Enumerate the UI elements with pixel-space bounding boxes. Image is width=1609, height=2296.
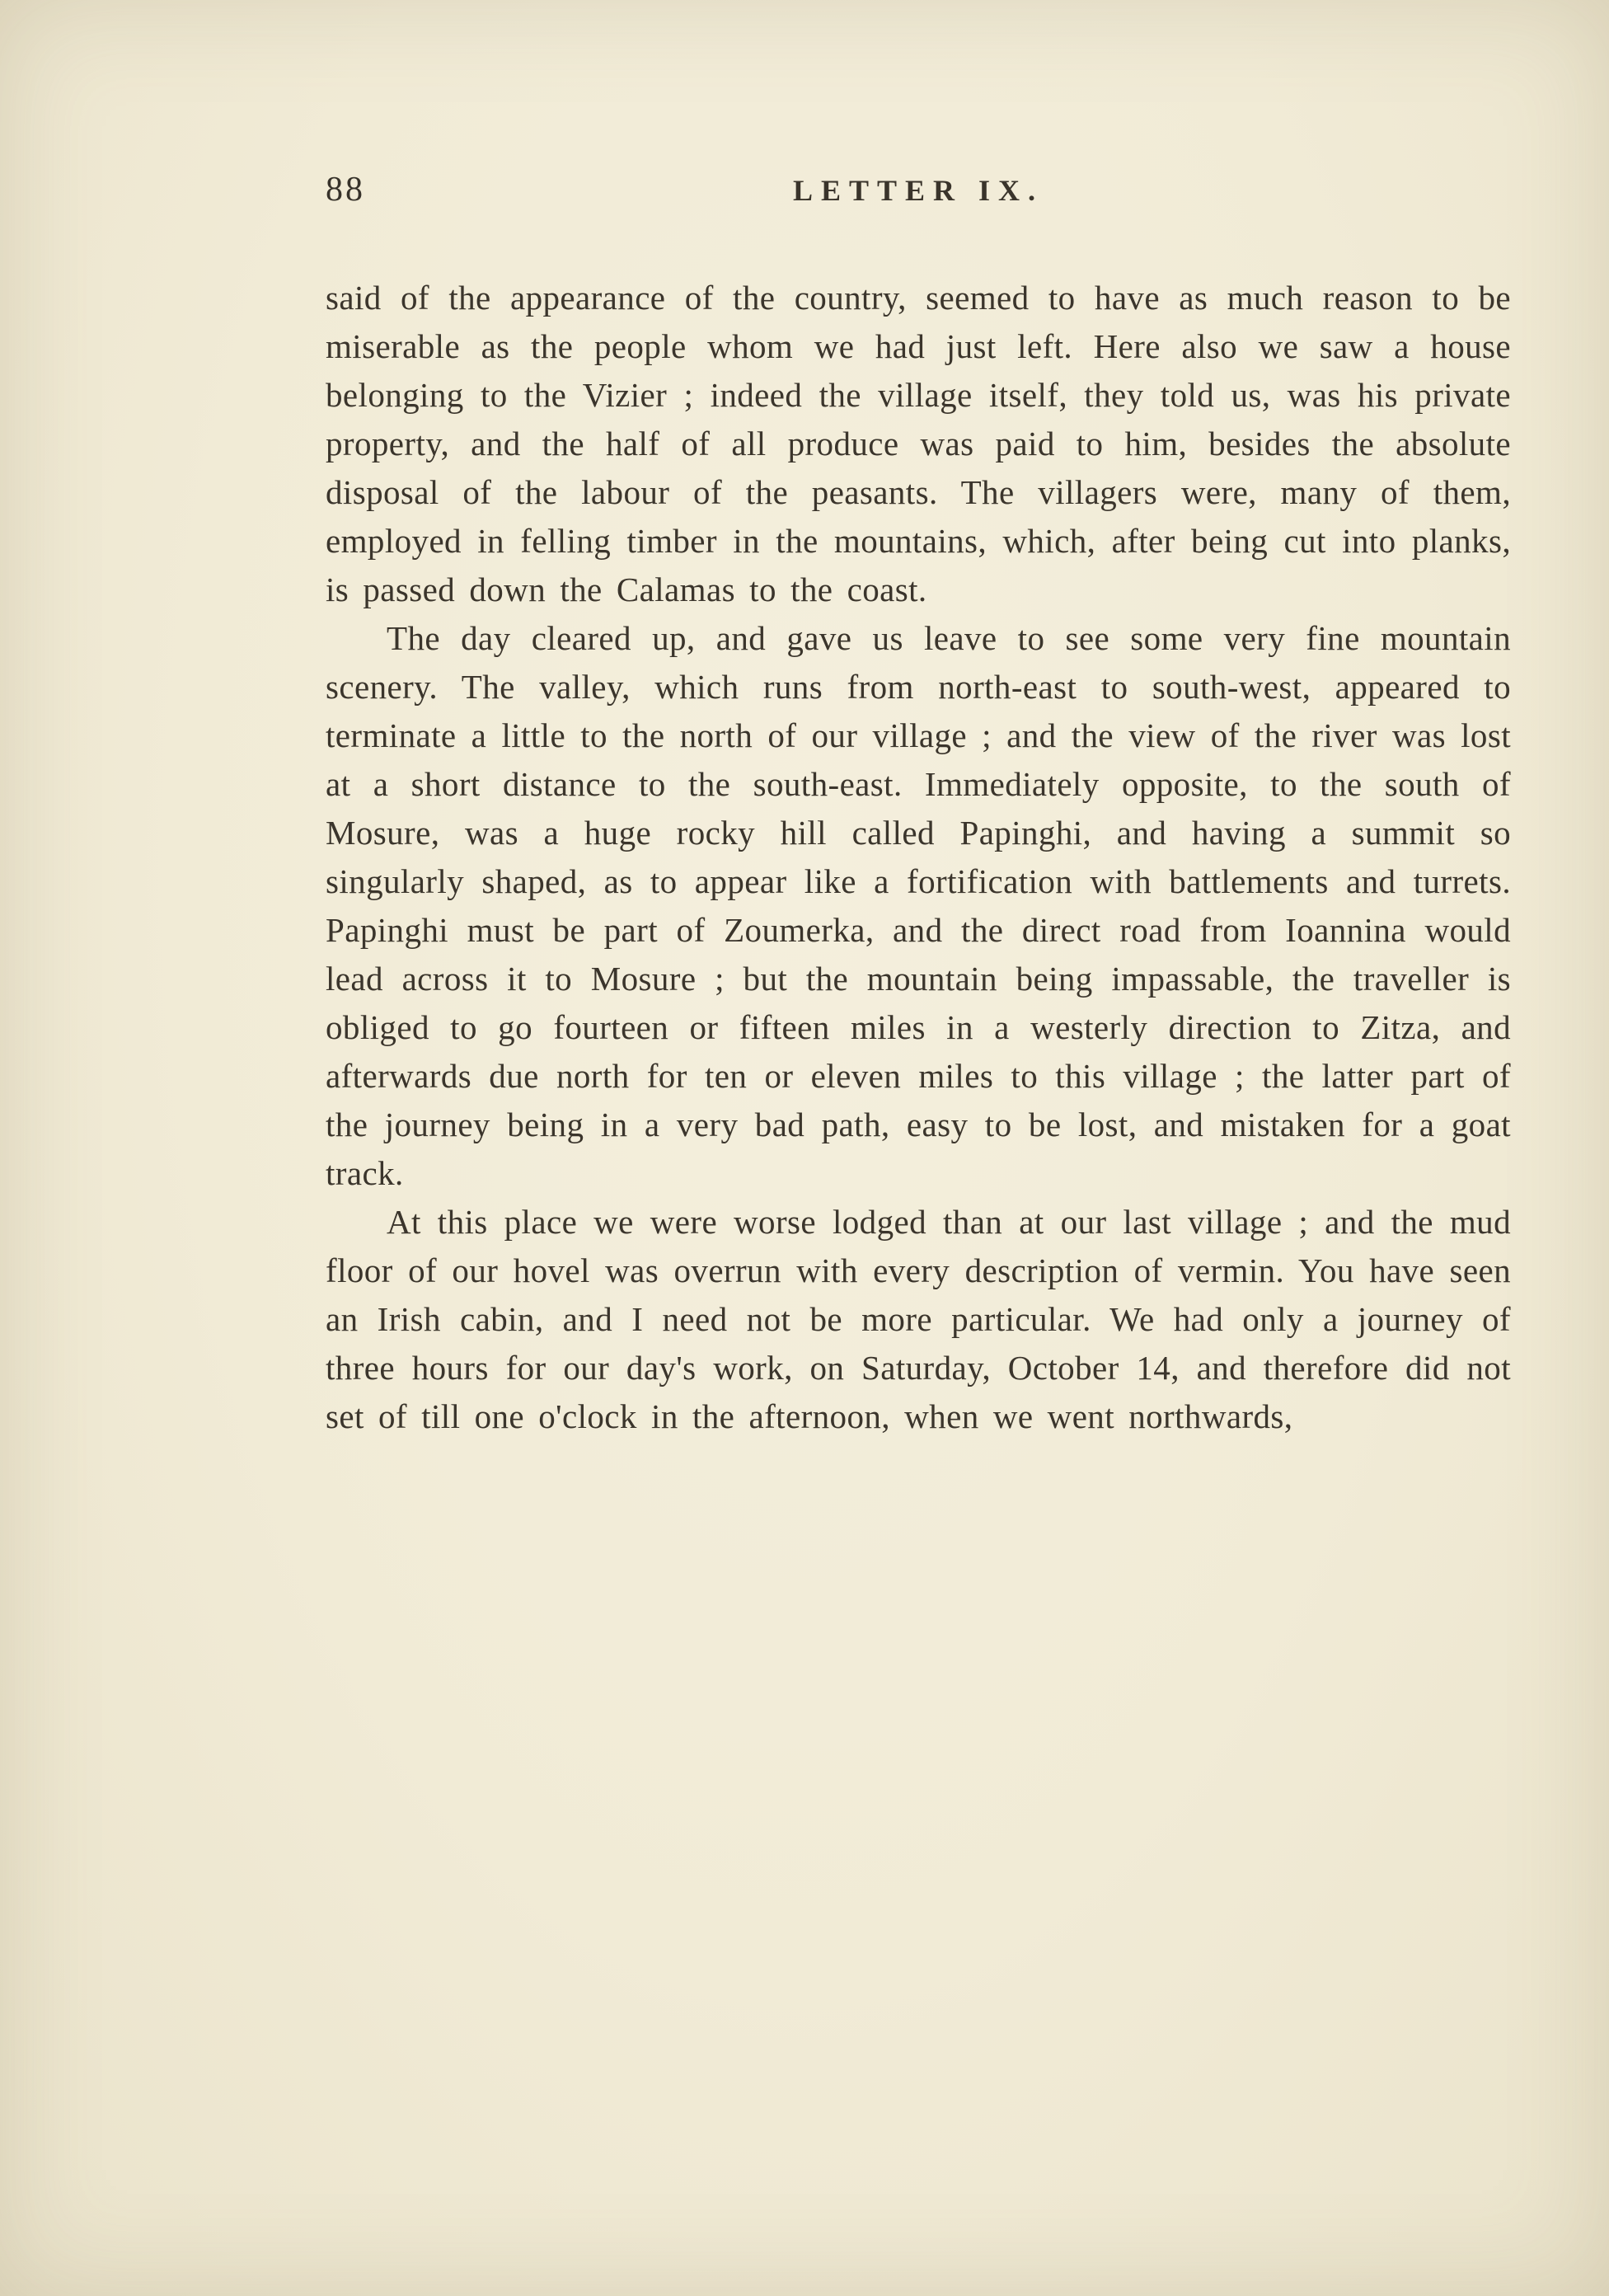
body-text: [326, 274, 1511, 1441]
body-paragraph: At this place we were worse lodged than at our last village ; and the mud floor of our hovel was overrun with every description of vermin. You have seen an Irish cabin, and I need not be more particular. We had only a journey of three hours for our day's work, on Saturday, October 14, and therefore did not set of till one o'clock in the afternoon, when we went northwards,: [326, 1203, 1511, 1435]
page-number: 88: [326, 171, 365, 209]
body-paragraph: The day cleared up, and gave us leave to see some very fine mountain scenery. The valley, which runs from north-east to south-west, appeared to terminate a little to the north of our village ; and the view of the river was lost at a short distance to the south-east. Immediately opposite, to the south of Mosure, was a huge rocky hill called Papinghi, and having a summit so singularly shaped, as to appear like a fortification with battlements and turrets. Papinghi must be part of Zoumerka, and the direct road from Ioannina would lead across it to Mosure ; but the mountain being impassable, the traveller is obliged to go fourteen or fifteen miles in a westerly direction to Zitza, and afterwards due north for ten or eleven miles to this village ; the latter part of the journey being in a very bad path, easy to be lost, and mistaken for a goat track.: [326, 619, 1511, 1192]
text-column: [326, 165, 1511, 1441]
page-header: [326, 165, 1511, 218]
running-header-title: LETTER IX.: [792, 174, 1044, 207]
body-paragraph: said of the appearance of the country, seemed to have as much reason to be miserable as the people whom we had just left. Here also we saw a house belonging to the Vizier ; indeed the village itself, they told us, was his private property, and the half of all produce was paid to him, besides the absolute disposal of the labour of the peasants. The villagers were, many of them, employed in felling timber in the mountains, which, after being cut into planks, is passed down the Calamas to the coast.: [326, 279, 1511, 608]
